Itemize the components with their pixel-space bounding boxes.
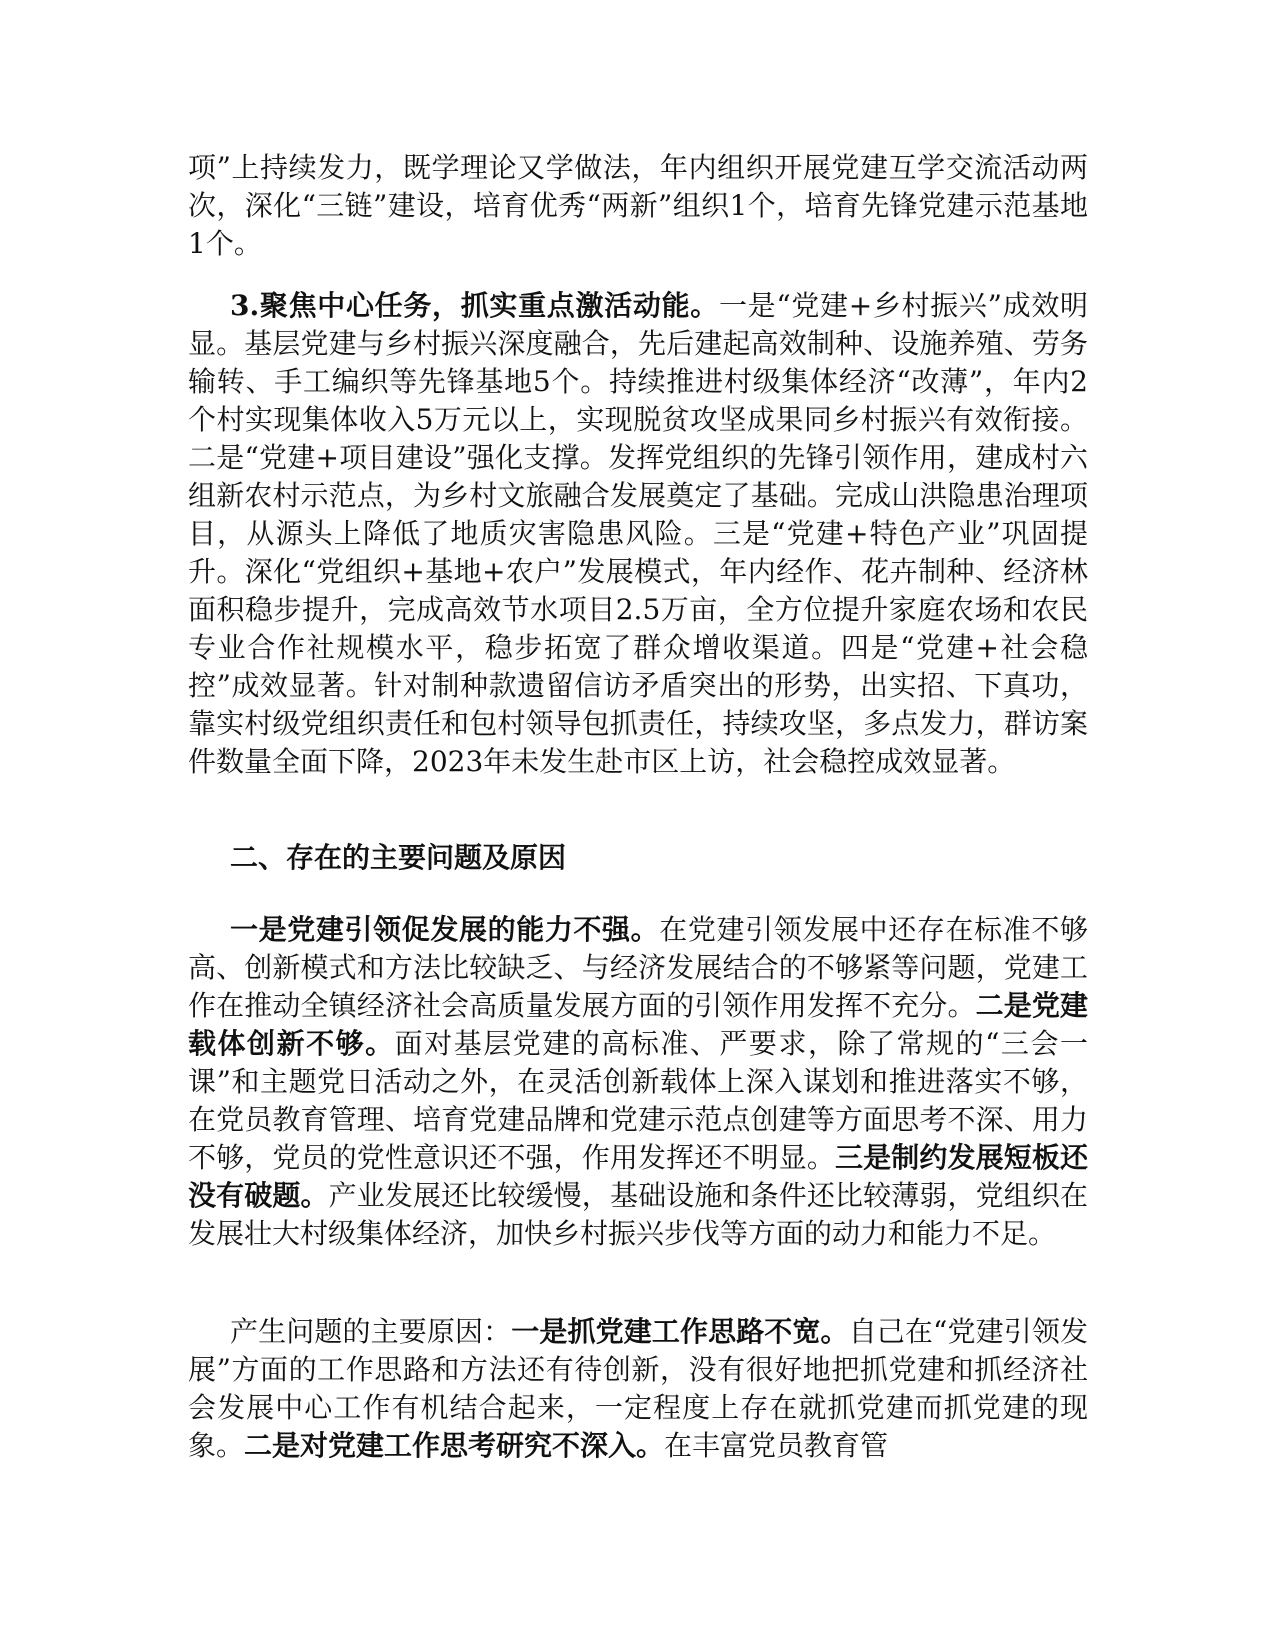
- section-3-heading: 3.聚焦中心任务，抓实重点激活动能。: [230, 289, 719, 322]
- problem-2-text: 面对基层党建的高标准、严要求，除了常规的“三会一课”和主题党日活动之外，在灵活创新载体上深入谋划和推进落实不够，在党员教育管理、培育党建品牌和党建示范点创建等方面思考不深、用力不够，党员的党性意识还不强，作用发挥还不明显。: [188, 1027, 1088, 1174]
- section-2-heading: 二、存在的主要问题及原因: [230, 841, 567, 874]
- paragraph-2: [188, 287, 1088, 781]
- reason-2-text: 在丰富党员教育管: [664, 1429, 889, 1462]
- problem-2-heading: 二是党建载体创新不够。: [188, 989, 1088, 1060]
- paragraph-4: [188, 911, 1088, 1253]
- paragraph-2-text: 一是“党建+乡村振兴”成效明显。基层党建与乡村振兴深度融合，先后建起高效制种、设施养殖、劳务输转、手工编织等先锋基地5个。持续推进村级集体经济“改薄”，年内2个村实现集体收入5万元以上，实现脱贫攻坚成果同乡村振兴有效衔接。二是“党建+项目建设”强化支撑。发挥党组织的先锋引领作用，建成村六组新农村示范点，为乡村文旅融合发展奠定了基础。完成山洪隐患治理项目，从源头上降低了地质灾害隐患风险。三是“党建+特色产业”巩固提升。深化“党组织+基地+农户”发展模式，年内经作、花卉制种、经济林面积稳步提升，完成高效节水项目2.5万亩，全方位提升家庭农场和农民专业合作社规模水平，稳步拓宽了群众增收渠道。四是“党建+社会稳控”成效显著。针对制种款遗留信访矛盾突出的形势，出实招、下真功，靠实村级党组织责任和包村领导包抓责任，持续攻坚，多点发力，群访案件数量全面下降，2023年未发生赴市区上访，社会稳控成效显著。: [188, 289, 1089, 778]
- reason-2-heading: 二是对党建工作思考研究不深入。: [244, 1429, 665, 1462]
- reasons-intro: 产生问题的主要原因：: [230, 1315, 512, 1348]
- reason-1-text: 自己在“党建引领发展”方面的工作思路和方法还有待创新，没有很好地把抓党建和抓经济社会发展中心工作有机结合起来，一定程度上存在就抓党建而抓党建的现象。: [188, 1315, 1088, 1462]
- reason-1-heading: 一是抓党建工作思路不宽。: [511, 1315, 849, 1348]
- problem-1-heading: 一是党建引领促发展的能力不强。: [230, 913, 660, 946]
- problem-3-heading: 三是制约发展短板还没有破题。: [188, 1141, 1088, 1212]
- problem-1-text: 在党建引领发展中还存在标准不够高、创新模式和方法比较缺乏、与经济发展结合的不够紧等问题，党建工作在推动全镇经济社会高质量发展方面的引领作用发挥不充分。: [188, 913, 1088, 1022]
- paragraph-1-text: 项”上持续发力，既学理论又学做法，年内组织开展党建互学交流活动两次，深化“三链”建设，培育优秀“两新”组织1个，培育先锋党建示范基地1个。: [188, 151, 1088, 260]
- section-2-heading-paragraph: [188, 839, 1088, 877]
- paragraph-5: [188, 1313, 1088, 1465]
- paragraph-1: [188, 149, 1088, 263]
- problem-3-text: 产业发展还比较缓慢，基础设施和条件还比较薄弱，党组织在发展壮大村级集体经济，加快乡村振兴步伐等方面的动力和能力不足。: [188, 1179, 1088, 1250]
